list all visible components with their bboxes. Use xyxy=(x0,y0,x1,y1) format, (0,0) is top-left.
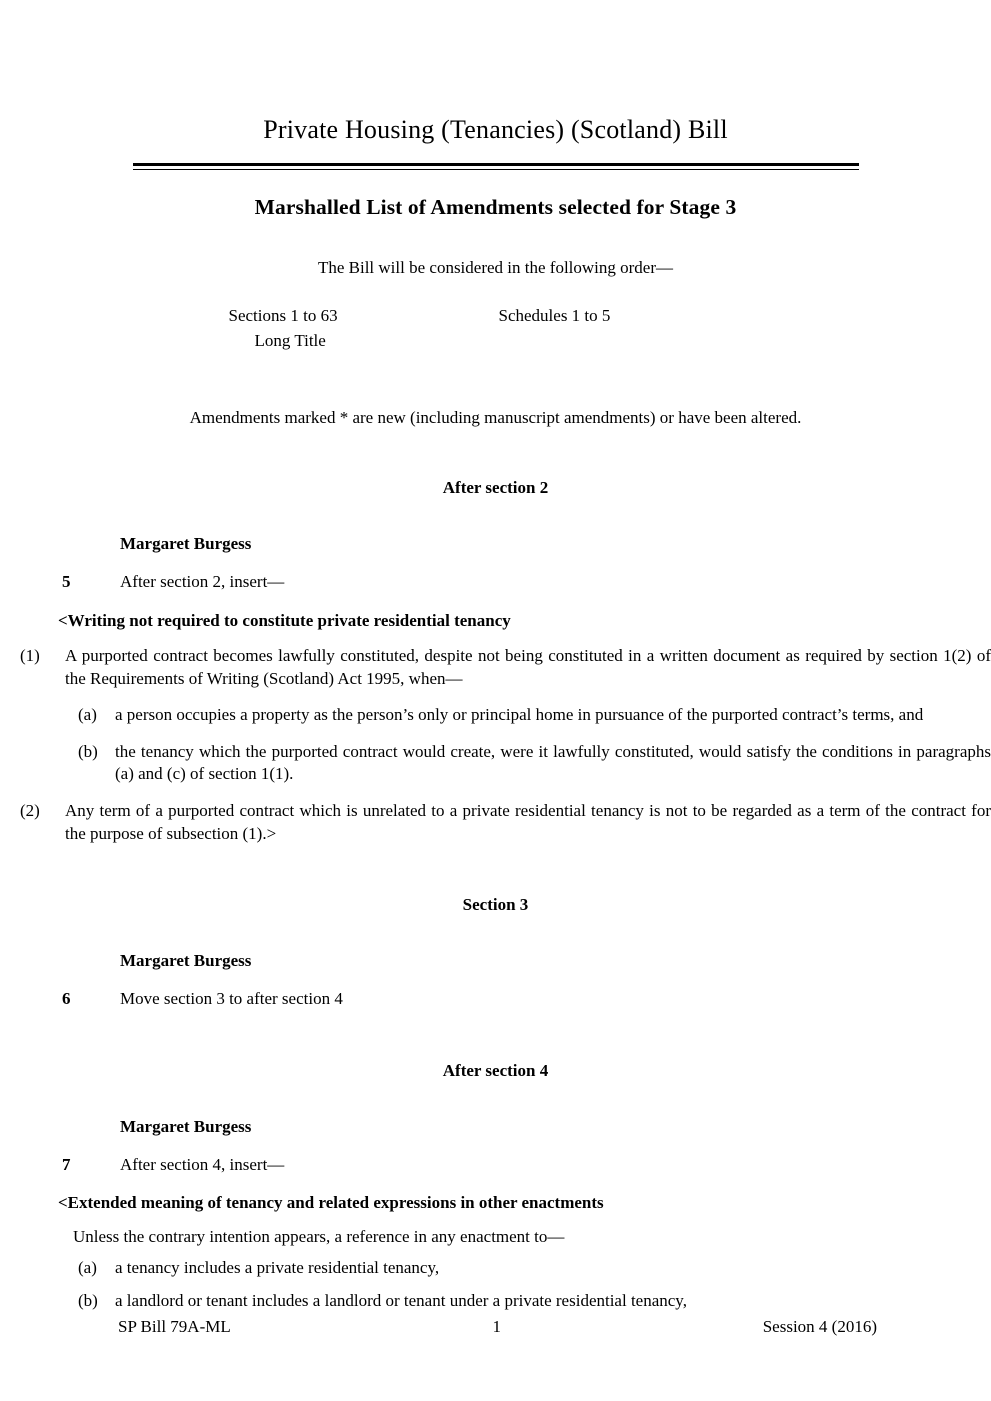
amendment-7-paragraph-b xyxy=(0,1290,991,1313)
amendment-5-subsection-2 xyxy=(0,800,991,845)
page-title: Private Housing (Tenancies) (Scotland) Bill xyxy=(263,115,728,144)
footer-page-number: 1 xyxy=(492,1317,501,1336)
amendment-5-lead: After section 2, insert— xyxy=(120,572,285,592)
footer-session: Session 4 (2016) xyxy=(762,1317,877,1336)
amendment-5-paragraph-b xyxy=(0,741,991,786)
order-long-title-line: Long Title xyxy=(254,330,326,350)
amendment-7-insert-lead: Unless the contrary intention appears, a reference in any enactment to— xyxy=(73,1227,565,1247)
amendment-6 xyxy=(0,988,991,1010)
document-subtitle: Marshalled List of Amendments selected for Stage 3 xyxy=(254,195,737,220)
amendment-7-body xyxy=(0,1193,991,1312)
amendment-6-lead: Move section 3 to after section 4 xyxy=(120,989,343,1009)
paragraph-text: a person occupies a property as the person’s only or principal home in pursuance of the purported contract’s terms, and xyxy=(115,705,924,725)
amendment-7 xyxy=(0,1154,991,1176)
amendment-7-lead: After section 4, insert— xyxy=(120,1154,285,1174)
amendment-7-insert-heading: <Extended meaning of tenancy and related expressions in other enactments xyxy=(58,1193,604,1213)
title-divider xyxy=(133,163,859,170)
order-schedules-line: Schedules 1 to 5 xyxy=(498,306,611,326)
amendment-5 xyxy=(0,571,991,593)
amendment-7-paragraph-a xyxy=(0,1257,991,1280)
subsection-marker: (1) xyxy=(20,645,40,665)
group-heading-section-3: Section 3 xyxy=(462,895,529,915)
amendment-number-5: 5 xyxy=(62,572,71,592)
paragraph-marker: (a) xyxy=(78,705,97,725)
footer-bill-reference: SP Bill 79A-ML xyxy=(118,1317,231,1336)
asterisk-note: Amendments marked * are new (including manuscript amendments) or have been altered. xyxy=(189,408,802,428)
group-heading-after-section-2: After section 2 xyxy=(442,478,549,498)
group-heading-after-section-4: After section 4 xyxy=(442,1060,549,1080)
paragraph-text: a landlord or tenant includes a landlord or tenant under a private residential tenancy, xyxy=(115,1290,687,1310)
amendment-number-7: 7 xyxy=(62,1154,71,1174)
paragraph-marker: (b) xyxy=(78,1290,98,1310)
subsection-marker: (2) xyxy=(20,800,40,820)
member-name-amendment-6: Margaret Burgess xyxy=(120,951,252,971)
paragraph-marker: (b) xyxy=(78,741,98,761)
paragraph-marker: (a) xyxy=(78,1258,97,1278)
paragraph-text: a tenancy includes a private residential tenancy, xyxy=(115,1258,440,1278)
amendment-number-6: 6 xyxy=(62,989,71,1009)
member-name-amendment-7: Margaret Burgess xyxy=(120,1116,252,1136)
order-column-sections xyxy=(223,304,499,353)
order-column-schedules xyxy=(499,304,769,353)
amendment-5-subsection-1 xyxy=(0,645,991,690)
subsection-text: Any term of a purported contract which is unrelated to a private residential tenancy is not to be regarded as a term of the contract for the purpose of subsection (1).> xyxy=(65,800,991,843)
order-of-consideration xyxy=(0,304,991,353)
amendment-5-body xyxy=(0,611,991,845)
member-name-amendment-5: Margaret Burgess xyxy=(120,534,252,554)
subsection-text: A purported contract becomes lawfully constituted, despite not being constituted in a written document as required by section 1(2) of the Requirements of Writing (Scotland) Act 1995, when— xyxy=(65,645,991,688)
order-intro-text: The Bill will be considered in the following order— xyxy=(317,258,674,278)
amendment-5-paragraph-a xyxy=(0,704,991,727)
page-footer xyxy=(0,1317,991,1337)
amendment-5-insert-heading: <Writing not required to constitute private residential tenancy xyxy=(58,610,511,630)
paragraph-text: the tenancy which the purported contract would create, were it lawfully constituted, would satisfy the conditions in paragraphs (a) and (c) of section 1(1). xyxy=(115,741,991,784)
order-sections-line: Sections 1 to 63 xyxy=(228,306,338,326)
